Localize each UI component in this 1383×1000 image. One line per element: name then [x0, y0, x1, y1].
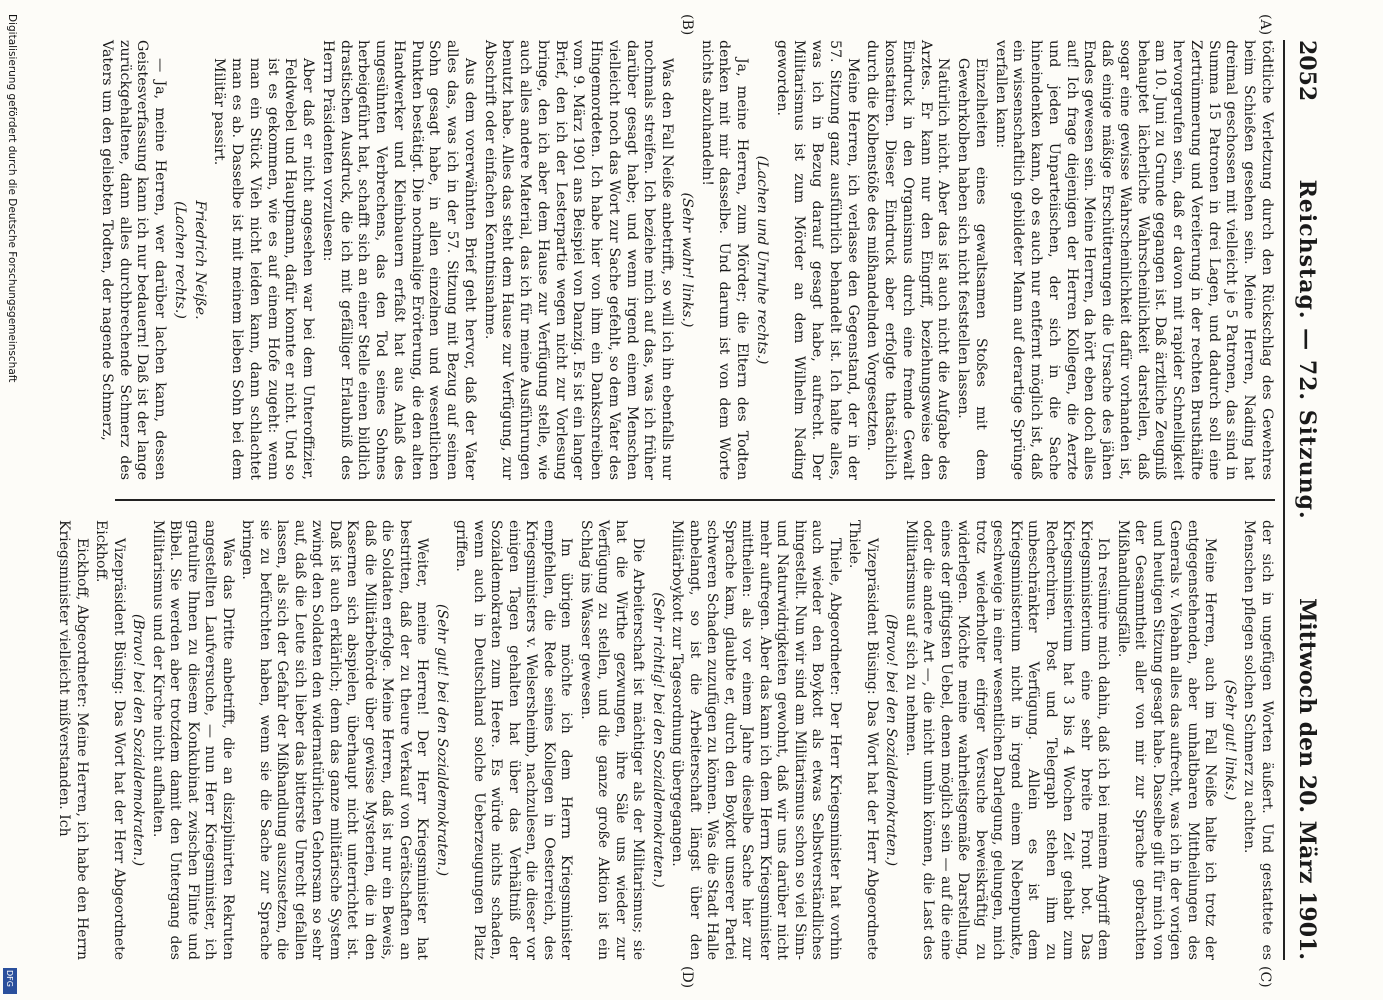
- dfg-logo-text: DFG: [5, 970, 14, 987]
- paragraph: Vizepräsident Büsing: Das Wort hat der Herr Abgeordnete Eickhoff.: [93, 520, 127, 960]
- paragraph: Friedrich Neiße.: [191, 200, 208, 320]
- paragraph: (Lachen rechts.): [172, 201, 188, 319]
- rotated-content: [35, 0, 1335, 1000]
- paragraph: (Lachen und Unruhe rechts.): [754, 155, 770, 365]
- header-title: Reichstag. — 72. Sitzung.: [1294, 179, 1320, 520]
- paragraph: Aber daß er nicht angesehen war bei dem Unteroffizier, Feldwebel und Hauptmann, dafür konnte er nicht. Und so ist es gekommen, wie es auf einem Hofe zugeht: wenn man ein Stück Vieh nicht leiden kann, dann schlachtet man es ab. Dasselbe ist mit meinem lieben Sohn bei dem Militär passirt.: [211, 58, 317, 480]
- margin-marker-a: (A): [1257, 14, 1273, 36]
- paragraph: Was den Fall Neiße anbetrifft, so will ich ihn ebenfalls nur nochmals streifen. Ich beziehe mich auf das, was ich früher darüber gesagt habe; und wenn irgend einem Menschen vielleicht noch das Wort zur Sache gefehlt, so dem Vater des Hingemordeten. Ich habe hier von ihm ein Dankschreiben vom 9. März 1901 ans Beispiel von Danzig. Es ist ein langer Brief, den ich der Lesterpartie wegen nicht zur Vorlesung bringe, den ich aber dem Hause zur Verfügung stelle, wie auch alles andere Material, das ich für meine Ausführungen benutzt habe. Alles das steht dem Hause zur Verfügung, zur Abschrift oder einfachen Kenntnisnahme.: [481, 40, 676, 480]
- header-rule: [1283, 40, 1285, 960]
- paragraph: (Bravo! bei den Sozialdemokraten.): [130, 613, 147, 867]
- margin-marker-b: (B): [679, 14, 695, 36]
- margin-marker-d: (D): [679, 966, 695, 989]
- page-number: 2052: [1294, 40, 1320, 102]
- paragraph: Ich resümire mich dahin, daß ich bei meinem Angriff dem Kriegsministerium eine sehr breite Front bot. Das Kriegsministerium hat 3 bis 4 Wochen Zeit gehabt zum Recherchiren. Post und Telegraph stehen ihm zu unbeschränkter Verfügung. Allein es ist dem Kriegsministerium nicht in irgend einem Nebenpunkte, geschweige in einer wesentlichen Darlegung, gelungen, mich trotz wiederholter eifriger Versuche beweiskräftig zu widerlegen. Möchte meine wahrheitsgemäße Darstellung, eines der giftigsten Uebel, denen möglich sein — auf die eine oder die andere Art —, die nicht umhin können, die Last des Militarismus auf sich zu nehmen.: [903, 520, 1112, 960]
- paragraph: Natürlich nicht. Aber das ist auch nicht die Aufgabe des Arztes. Er kann nur den Eingriff, beziehungsweise den Eindruck in den Organismus durch eine fremde Gewalt konstatiren. Dieser Eindruck aber erfolgte thatsächlich durch die Kolbenstöße des mißhandelnden Vorgesetzten.: [864, 40, 952, 480]
- paragraph: Einzelheiten eines gewaltsamen Stoßes mit dem Gewehrkolben haben sich nicht feststellen lassen.: [955, 58, 989, 480]
- page-header: [1287, 40, 1327, 960]
- margin-marker-c: (C): [1257, 966, 1273, 988]
- paragraph: Vizepräsident Büsing: Das Wort hat der Herr Abgeordnete Thiele.: [846, 520, 880, 960]
- paragraph: (Sehr gut! bei den Sozialdemokraten.): [434, 603, 450, 877]
- paragraph: Meine Herren, auch im Fall Neiße halte ich trotz der entgegenstehenden, aber unhaltbaren Mittheilungen des Generals v. Viebahn alles das aufrecht, was ich in der vorigen und heutigen Sitzung gesagt habe. Dasselbe gilt für mich von der Gesammtheit aller von mir zur Sprache gebrachten Mißhandlungsfälle.: [1115, 520, 1219, 960]
- credit-text: Digitalisierung gefördert durch die Deutsche Forschungsgemeinschaft: [6, 14, 18, 383]
- column-divider: [115, 499, 1275, 501]
- paragraph: (Sehr richtig! bei den Sozialdemokraten.): [650, 592, 666, 888]
- paragraph: (Sehr wahr! links.): [679, 192, 695, 328]
- paragraph: Ja, meine Herren, zum Mörder; die Eltern des Todten denken mit mir dasselbe. Und darum ist von dem Worte nichts abzuhandeln!: [698, 40, 751, 480]
- header-date: Mittwoch den 20. März 1901.: [1294, 598, 1320, 960]
- paragraph: Thiele, Abgeordneter: Der Herr Kriegsminister hat vorhin auch wieder den Boykott als etwas Selbstverständliches hingestellt. Nun wir sind am Militarismus schon so viel Sinn- und Naturwidrigkeiten gewohnt, daß wir uns darüber nicht mehr aufregen. Aber das kann ich dem Herrn Kriegsminister mittheilen: als vor einem Jahre dieselbe Sache hier zur Sprache kam, glaubte er, durch den Boykott unserer Partei schweren Schaden zuzufügen zu können. Was die Stadt Halle anbelangt, so ist die Arbeiterschaft längst über den Militärboykott zur Tagesordnung übergegangen.: [669, 520, 843, 960]
- paragraph: Meine Herren, ich verlasse den Gegenstand, der in der 57. Sitzung ganz ausführlich behandelt ist. Ich halte alles, was ich in Bezug darauf gesagt habe, aufrecht. Der Militarismus ist zum Mörder an dem Wilhelm Nading geworden.: [773, 40, 861, 480]
- paragraph: — Ja, meine Herren, wer darüber lachen kann, dessen Geistesverfassung kann ich nur bedauern! Daß ist der lange zurückgehaltene, dann alles durchbrechende Schmerz des Vaters um den geliebten Todten, der nagende Schmerz,: [99, 40, 169, 480]
- paragraph: Was das Dritte anbetrifft, die an disziplinirten Rekruten angestellten Laufversuche, — nun Herr Kriegsminister, ich gratulire Ihnen zu diesem Konkubinat zwischen Flinte und Bibel. Sie werden aber trotzdem damit den Untergang des Militarismus und der Kirche nicht aufhalten.: [150, 520, 236, 960]
- paragraph: Die Arbeiterschaft ist mächtiger als der Militarismus; sie hat die Wirthe gezwungen, ihre Säle uns wieder zur Verfügung zu stellen, und die ganze große Aktion ist ein Schlag ins Wasser gewesen.: [578, 520, 647, 960]
- paragraph: Eickhoff, Abgeordneter: Meine Herren, ich habe den Herrn Kriegsminister vielleicht mißverstanden. Ich: [56, 520, 90, 960]
- right-column: [53, 520, 1275, 960]
- dfg-logo: [3, 968, 17, 994]
- digitization-credit: [4, 0, 18, 1000]
- paragraph: Weiter, meine Herren! Der Herr Kriegsminister hat bestritten, daß der zu theure Verkauf von Gerätschaften an die Soldaten erfolge. Meine Herren, daß ist nur ein Beweis, daß die Militärbehörde über gewisse Mysterien, die in den Kasernen sich abspielen, überhaupt nicht unterrichtet ist. Daß ist auch erklärlich; denn das ganze militärische System zwingt den Soldaten den widernatürlichen Gehorsam so sehr auf, daß die Leute sich lieber das bitterste Unrecht gefallen lassen, als sich der Gefahr der Mißhandlung auszusetzen, die sie zu befürchten haben, wenn sie die Sache zur Sprache bringen.: [239, 520, 431, 960]
- paragraph: der sich in ungefügen Worten äußert. Und gestattete es Menschen pflegen solchen Schmerz zu achten.: [1241, 520, 1275, 960]
- paragraph: Im übrigen möchte ich dem Herrn Kriegsminister empfehlen, die Rede seines Kollegen in Oesterreich, des Kriegsministers v. Welsersheimb, nachzulesen, die dieser vor einigen Tagen gehalten hat über das Verhältniß der Sozialdemokraten zum Heere. Es würde nichts schaden, wenn auch in Deutschland solche Ueberzeugungen Platz griffen.: [453, 520, 575, 960]
- paragraph: Aus dem vorerwähnten Brief geht hervor, daß der Vater alles das, was ich in der 57. Sitzung mit Bezug auf seinen Sohn gesagt habe, in allen einzelnen und wesentlichen Punkten bestätigt. Die nochmalige Erörterung, die den alten Handwerker und Kleinbauern erfaßt hat aus Anlaß des ungesühnten Verbrechens, das den Tod seines Sohnes herbeigeführt hat, schafft sich an einer Stelle einen bildlich drastischen Ausdruck, die ich mit gefälliger Erlaubniß des Herrn Präsidenten vorzulesen:: [320, 40, 478, 480]
- paragraph: (Bravo! bei den Sozialdemokraten.): [883, 613, 900, 867]
- paragraph: (Sehr gut! links.): [1222, 679, 1238, 801]
- paragraph: tödtliche Verletzung durch den Rückschlag des Gewehres beim Schießen gesehen sein. Meine Herren, Nading hat dreimal geschossen mit vielleicht je 5 Patronen, das sind in Summa 15 Patronen in drei Lagen, und dadurch soll eine Zertrümmerung und Vereiterung in der rechten Brusthälfte hervorgerufen sein, daß er davon mit rapider Schnelligkeit am 10. Juni zu Grunde gegangen ist. Daß ärztliche Zeugniß behauptet lächerliche Wahrscheinlichkeit darstellen, daß sogar eine gewisse Wahrscheinlichkeit dafür vorhanden ist, daß einige mäßige Erschütterungen die Ursache des jähen Endes gewesen sein. Meine Herren, da hört eben doch alles auf! Ich frage diejenigen der Herren Kollegen, die Aerzte und jeden Unparteiischen, der sich in die Sache hineindenken kann, ob es auch nur entfernt möglich ist, daß ein wissenschaftlich gebildeter Mann auf derartige Sprünge verfallen kann:: [992, 40, 1275, 480]
- left-column: [95, 40, 1275, 480]
